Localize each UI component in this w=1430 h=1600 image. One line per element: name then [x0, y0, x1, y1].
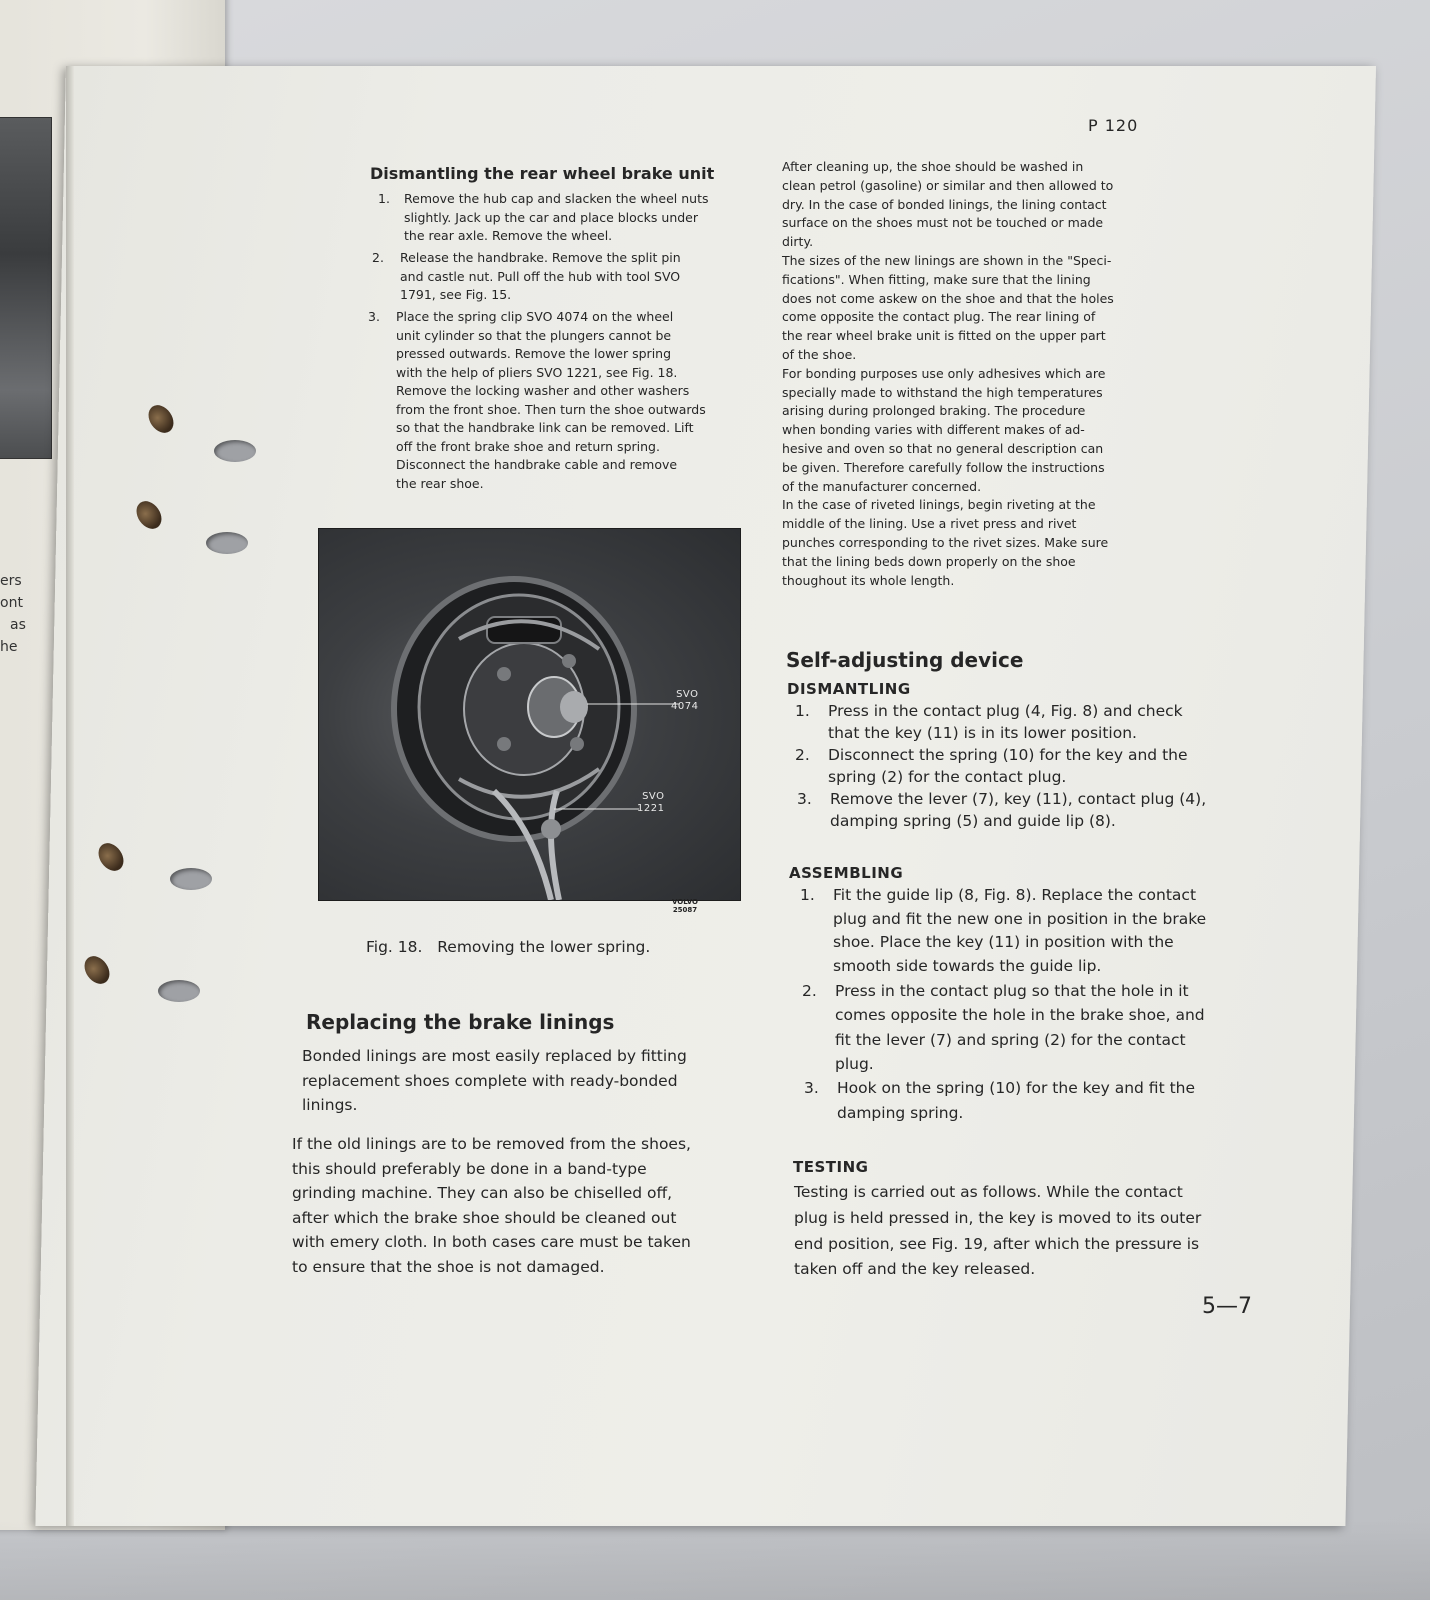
left-page-photo [0, 117, 52, 459]
list-number: 1. [378, 191, 390, 206]
punch-hole [158, 980, 200, 1002]
subheading-testing: TESTING [793, 1158, 869, 1176]
testing-paragraph: Testing is carried out as follows. While the contact plug is held pressed in, the key is moved to its outer end position, see Fig. 19, after which the pressure is taken off and the key released. [794, 1183, 1202, 1279]
list-number: 1. [795, 702, 810, 720]
figure-brake-unit-photo [318, 528, 741, 901]
list-number: 3. [368, 309, 380, 324]
page-code: P 120 [1088, 116, 1139, 135]
figure-volvo-mark: VOLVO 25087 [672, 898, 698, 914]
figure-label-svo-1221: SVO 1221 [637, 791, 665, 814]
list-item: 1. Fit the guide lip (8, Fig. 8). Replace the contact plug and fit the new one in position in the brake shoe. Place the key (11) in position with the smooth side towards the guide lip. [800, 886, 1207, 976]
punch-hole [206, 532, 248, 554]
subheading-dismantling: DISMANTLING [787, 680, 911, 698]
list-item: 2. Disconnect the spring (10) for the key and the spring (2) for the contact plug. [795, 746, 1188, 786]
section-title-self-adjusting: Self-adjusting device [786, 648, 1024, 672]
right-column-paragraph: After cleaning up, the shoe should be washed in clean petrol (gasoline) or similar and then allowed to dry. In the case of bonded linings, the lining contact surface on the shoes must not be touched or made dirty. The sizes of the new linings are shown in the "Speci- fications". When fitting, make sure that the lining does not come askew on the shoe and that the holes come opposite the contact plug. The rear lining of the rear wheel brake unit is fitted on the upper part of the shoe. For bonding purposes use only adhesives which are specially made to withstand the high temperatures arising during prolonged braking. The procedure when bonding varies with different makes of ad- hesive and oven so that no general description can be given. Therefore carefully follow the instructions of the manufacturer concerned. In the case of riveted linings, begin riveting at the middle of the lining. Use a rivet press and rivet punches corresponding to the rivet sizes. Make sure that the lining beds down properly on the shoe thoughout its whole length. [782, 159, 1114, 588]
subheading-assembling: ASSEMBLING [789, 864, 904, 882]
list-number: 2. [795, 746, 810, 764]
bottom-shadow [0, 1520, 1430, 1600]
brake-drum-illustration [319, 529, 740, 900]
punch-hole [214, 440, 256, 462]
list-item: 3. Remove the lever (7), key (11), contact plug (4), damping spring (5) and guide lip (8). [797, 790, 1207, 830]
figure-label-svo-4074: SVO 4074 [671, 689, 699, 712]
figure-caption: Fig. 18. Removing the lower spring. [366, 938, 651, 956]
page-edge [66, 66, 74, 1526]
list-item: 3. Place the spring clip SVO 4074 on the wheel unit cylinder so that the plungers cannot be pressed outwards. Remove the lower spring with the help of pliers SVO 1221, see Fig. 18. Remove the locking washer and other washers from the front shoe. Then turn the shoe outwards so that the handbrake link can be removed. Lift off the front brake shoe and return spring. Disconnect the handbrake cable and remove the rear shoe. [368, 309, 706, 491]
list-number: 3. [804, 1079, 819, 1097]
section-title-replacing-linings: Replacing the brake linings [306, 1010, 615, 1034]
section-title-dismantling-rear: Dismantling the rear wheel brake unit [370, 164, 715, 183]
list-item: 1. Remove the hub cap and slacken the wheel nuts slightly. Jack up the car and place blocks under the rear axle. Remove the wheel. [378, 191, 709, 243]
list-item: 1. Press in the contact plug (4, Fig. 8) and check that the key (11) is in its lower position. [795, 702, 1183, 742]
list-number: 2. [372, 250, 384, 265]
replacing-paragraph-1: Bonded linings are most easily replaced by fitting replacement shoes complete with ready-bonded linings. [302, 1047, 687, 1114]
list-number: 1. [800, 886, 815, 904]
list-item: 2. Press in the contact plug so that the hole in it comes opposite the hole in the brake shoe, and fit the lever (7) and spring (2) for the contact plug. [802, 979, 1227, 1076]
page-number: 5—7 [1202, 1294, 1252, 1319]
list-item: 3. Hook on the spring (10) for the key and fit the damping spring. [804, 1076, 1229, 1125]
list-number: 3. [797, 790, 812, 808]
punch-hole [170, 868, 212, 890]
list-item: 2. Release the handbrake. Remove the split pin and castle nut. Pull off the hub with tool SVO 1791, see Fig. 15. [372, 250, 681, 302]
list-number: 2. [802, 982, 817, 1000]
left-page-text-fragments: ers ont as he [0, 573, 26, 655]
replacing-paragraph-2: If the old linings are to be removed from the shoes, this should preferably be done in a band-type grinding machine. They can also be chiselled off, after which the brake shoe should be cleaned out with emery cloth. In both cases care must be taken to ensure that the shoe is not damaged. [292, 1135, 691, 1276]
